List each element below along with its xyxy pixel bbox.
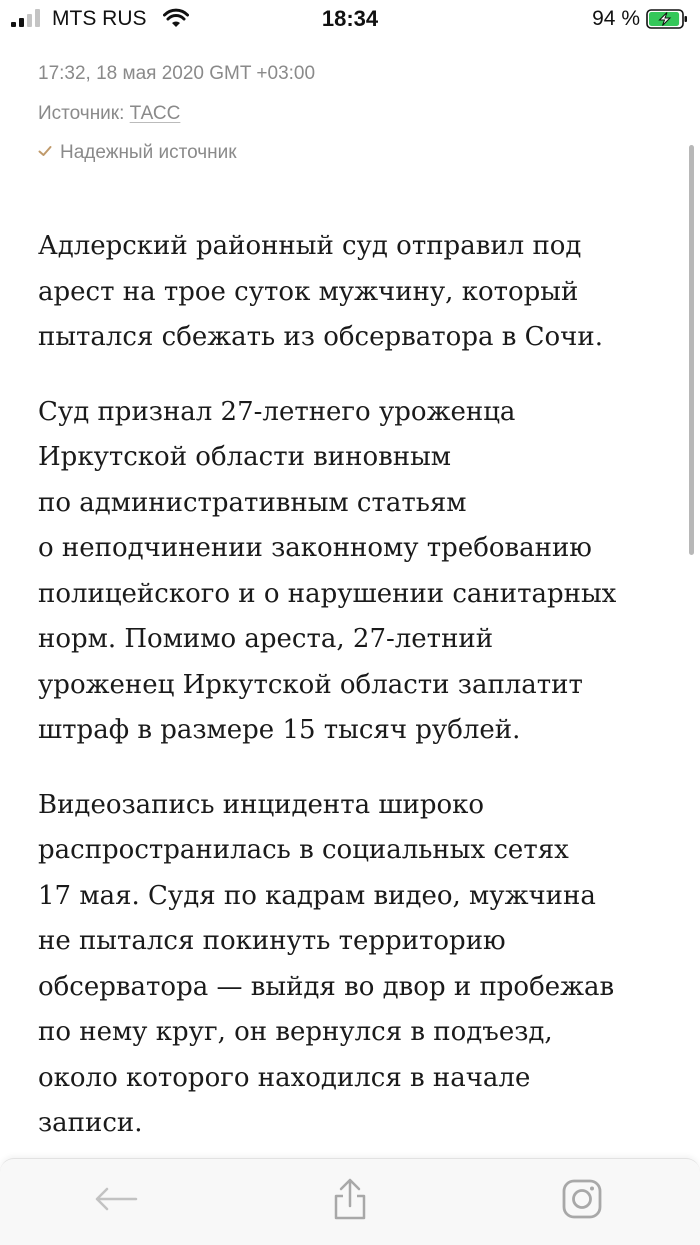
back-arrow-icon: [93, 1184, 139, 1214]
source-line: [38, 103, 180, 125]
reliable-source-label: Надежный источник: [60, 142, 237, 163]
bottom-toolbar: [0, 1158, 700, 1245]
battery-charging-icon: [646, 9, 688, 29]
scroll-indicator[interactable]: [689, 145, 694, 555]
share-button[interactable]: [324, 1177, 376, 1221]
source-link[interactable]: ТАСС: [129, 103, 181, 124]
status-bar: [0, 0, 700, 40]
checkmark-icon: [38, 145, 52, 157]
article-paragraph: Суд признал 27-летнего уроженца Иркутской области виновным по административным статьям о неподчинении законному требованию полицейского и о нарушении санитарных норм. Помимо ареста, 27-летний уроженец Иркутской области заплатит штраф в размере 15 тысяч рублей.: [38, 396, 617, 745]
reliable-source-badge: [38, 142, 237, 164]
instagram-icon: [562, 1179, 602, 1219]
source-prefix: Источник:: [38, 103, 130, 124]
article-body: [38, 224, 678, 1176]
publication-date: 17:32, 18 мая 2020 GMT +03:00: [38, 63, 316, 84]
back-button[interactable]: [90, 1177, 142, 1221]
share-icon: [332, 1178, 368, 1220]
battery-percentage: 94 %: [592, 7, 640, 30]
carrier-name: MTS RUS: [52, 7, 147, 30]
status-time: 18:34: [321, 6, 379, 31]
article-paragraph: Видеозапись инцидента широко распространилась в социальных сетях 17 мая. Судя по кадрам видео, мужчина не пытался покинуть территорию обсерватора — выйдя во двор и пробежав по нему круг, он вернулся в подъезд, около которого находился в начале записи.: [38, 789, 615, 1138]
instagram-button[interactable]: [556, 1177, 608, 1221]
article-paragraph: Адлерский районный суд отправил под арест на трое суток мужчину, который пытался сбежать из обсерватора в Сочи.: [38, 231, 603, 352]
